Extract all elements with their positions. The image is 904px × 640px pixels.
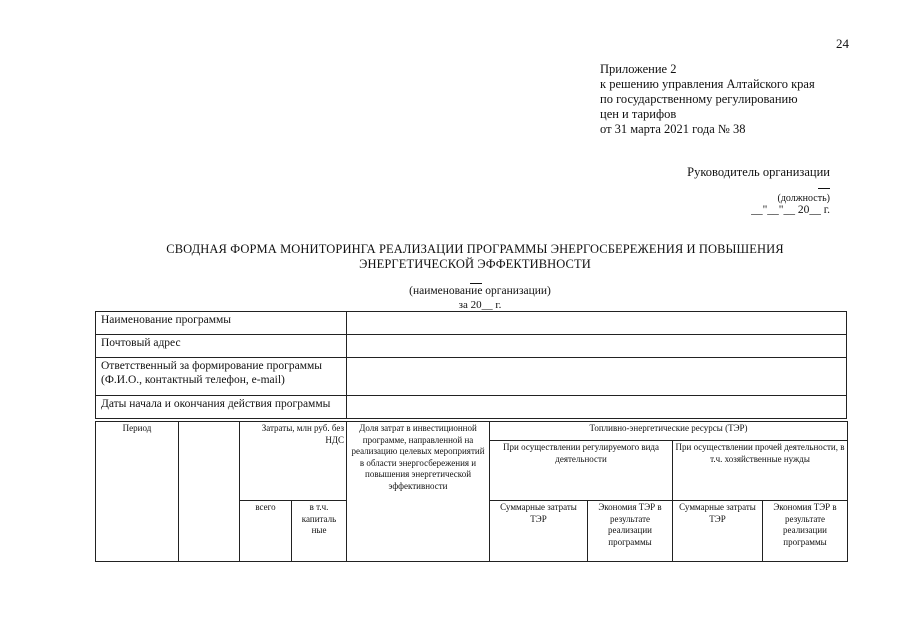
grid-header-period: Период: [96, 422, 179, 562]
position-label: (должность): [777, 193, 830, 204]
grid-header-share: Доля затрат в инвестиционной программе, направленной на реализацию целевых мероприятий в области энергосбережения и повышения энергетической эффективности: [347, 422, 490, 562]
info-row: [96, 312, 847, 335]
grid-header-costs-total: всего: [240, 501, 292, 562]
info-row: [96, 358, 847, 396]
appendix-line: к решению управления Алтайского края: [600, 77, 815, 91]
info-label: Почтовый адрес: [96, 335, 347, 358]
grid-header-costs-capital: в т.ч. капиталь ные: [292, 501, 347, 562]
approval-date-line: __"__"__ 20__ г.: [751, 204, 830, 216]
grid-header-savings-other: Экономия ТЭР в результате реализации программы: [763, 501, 848, 562]
head-title: Руководитель организации: [687, 165, 830, 179]
info-value-cell[interactable]: [347, 335, 847, 358]
form-title: СВОДНАЯ ФОРМА МОНИТОРИНГА РЕАЛИЗАЦИИ ПРОГРАММЫ ЭНЕРГОСБЕРЕЖЕНИЯ И ПОВЫШЕНИЯ ЭНЕРГЕТИЧЕСКОЙ ЭФФЕКТИВНОСТИ: [166, 242, 784, 271]
period-label: за 20__ г.: [458, 299, 502, 311]
organization-blank-line: [470, 279, 482, 284]
grid-header-fer: Топливно-энергетические ресурсы (ТЭР): [490, 422, 848, 441]
grid-header-total-costs: Суммарные затраты ТЭР: [490, 501, 588, 562]
info-value-cell[interactable]: [347, 396, 847, 419]
signature-line: [818, 181, 830, 189]
info-value-cell[interactable]: [347, 358, 847, 396]
grid-header-savings: Экономия ТЭР в результате реализации программы: [588, 501, 673, 562]
info-row: [96, 335, 847, 358]
appendix-line: цен и тарифов: [600, 107, 677, 121]
grid-empty-cell: [179, 422, 240, 562]
grid-header-regulated: При осуществлении регулируемого вида деятельности: [490, 441, 673, 501]
info-label: Даты начала и окончания действия программы: [96, 396, 347, 419]
info-value-cell[interactable]: [347, 312, 847, 335]
grid-header-other: При осуществлении прочей деятельности, в т.ч. хозяйственные нужды: [673, 441, 848, 501]
page-number: 24: [836, 36, 849, 51]
appendix-line: Приложение 2: [600, 62, 677, 76]
appendix-block: [600, 62, 815, 137]
grid-header-costs: Затраты, млн руб. без НДС: [240, 422, 347, 501]
info-label: Ответственный за формирование программы (Ф.И.О., контактный телефон, e-mail): [96, 358, 347, 396]
monitoring-grid-table: [95, 421, 848, 562]
organization-label: (наименование организации): [409, 285, 551, 297]
grid-header-total-costs-other: Суммарные затраты ТЭР: [673, 501, 763, 562]
program-info-table: [95, 311, 847, 419]
appendix-line: по государственному регулированию: [600, 92, 798, 106]
appendix-line: от 31 марта 2021 года № 38: [600, 122, 746, 136]
info-label: Наименование программы: [96, 312, 347, 335]
info-row: [96, 396, 847, 419]
